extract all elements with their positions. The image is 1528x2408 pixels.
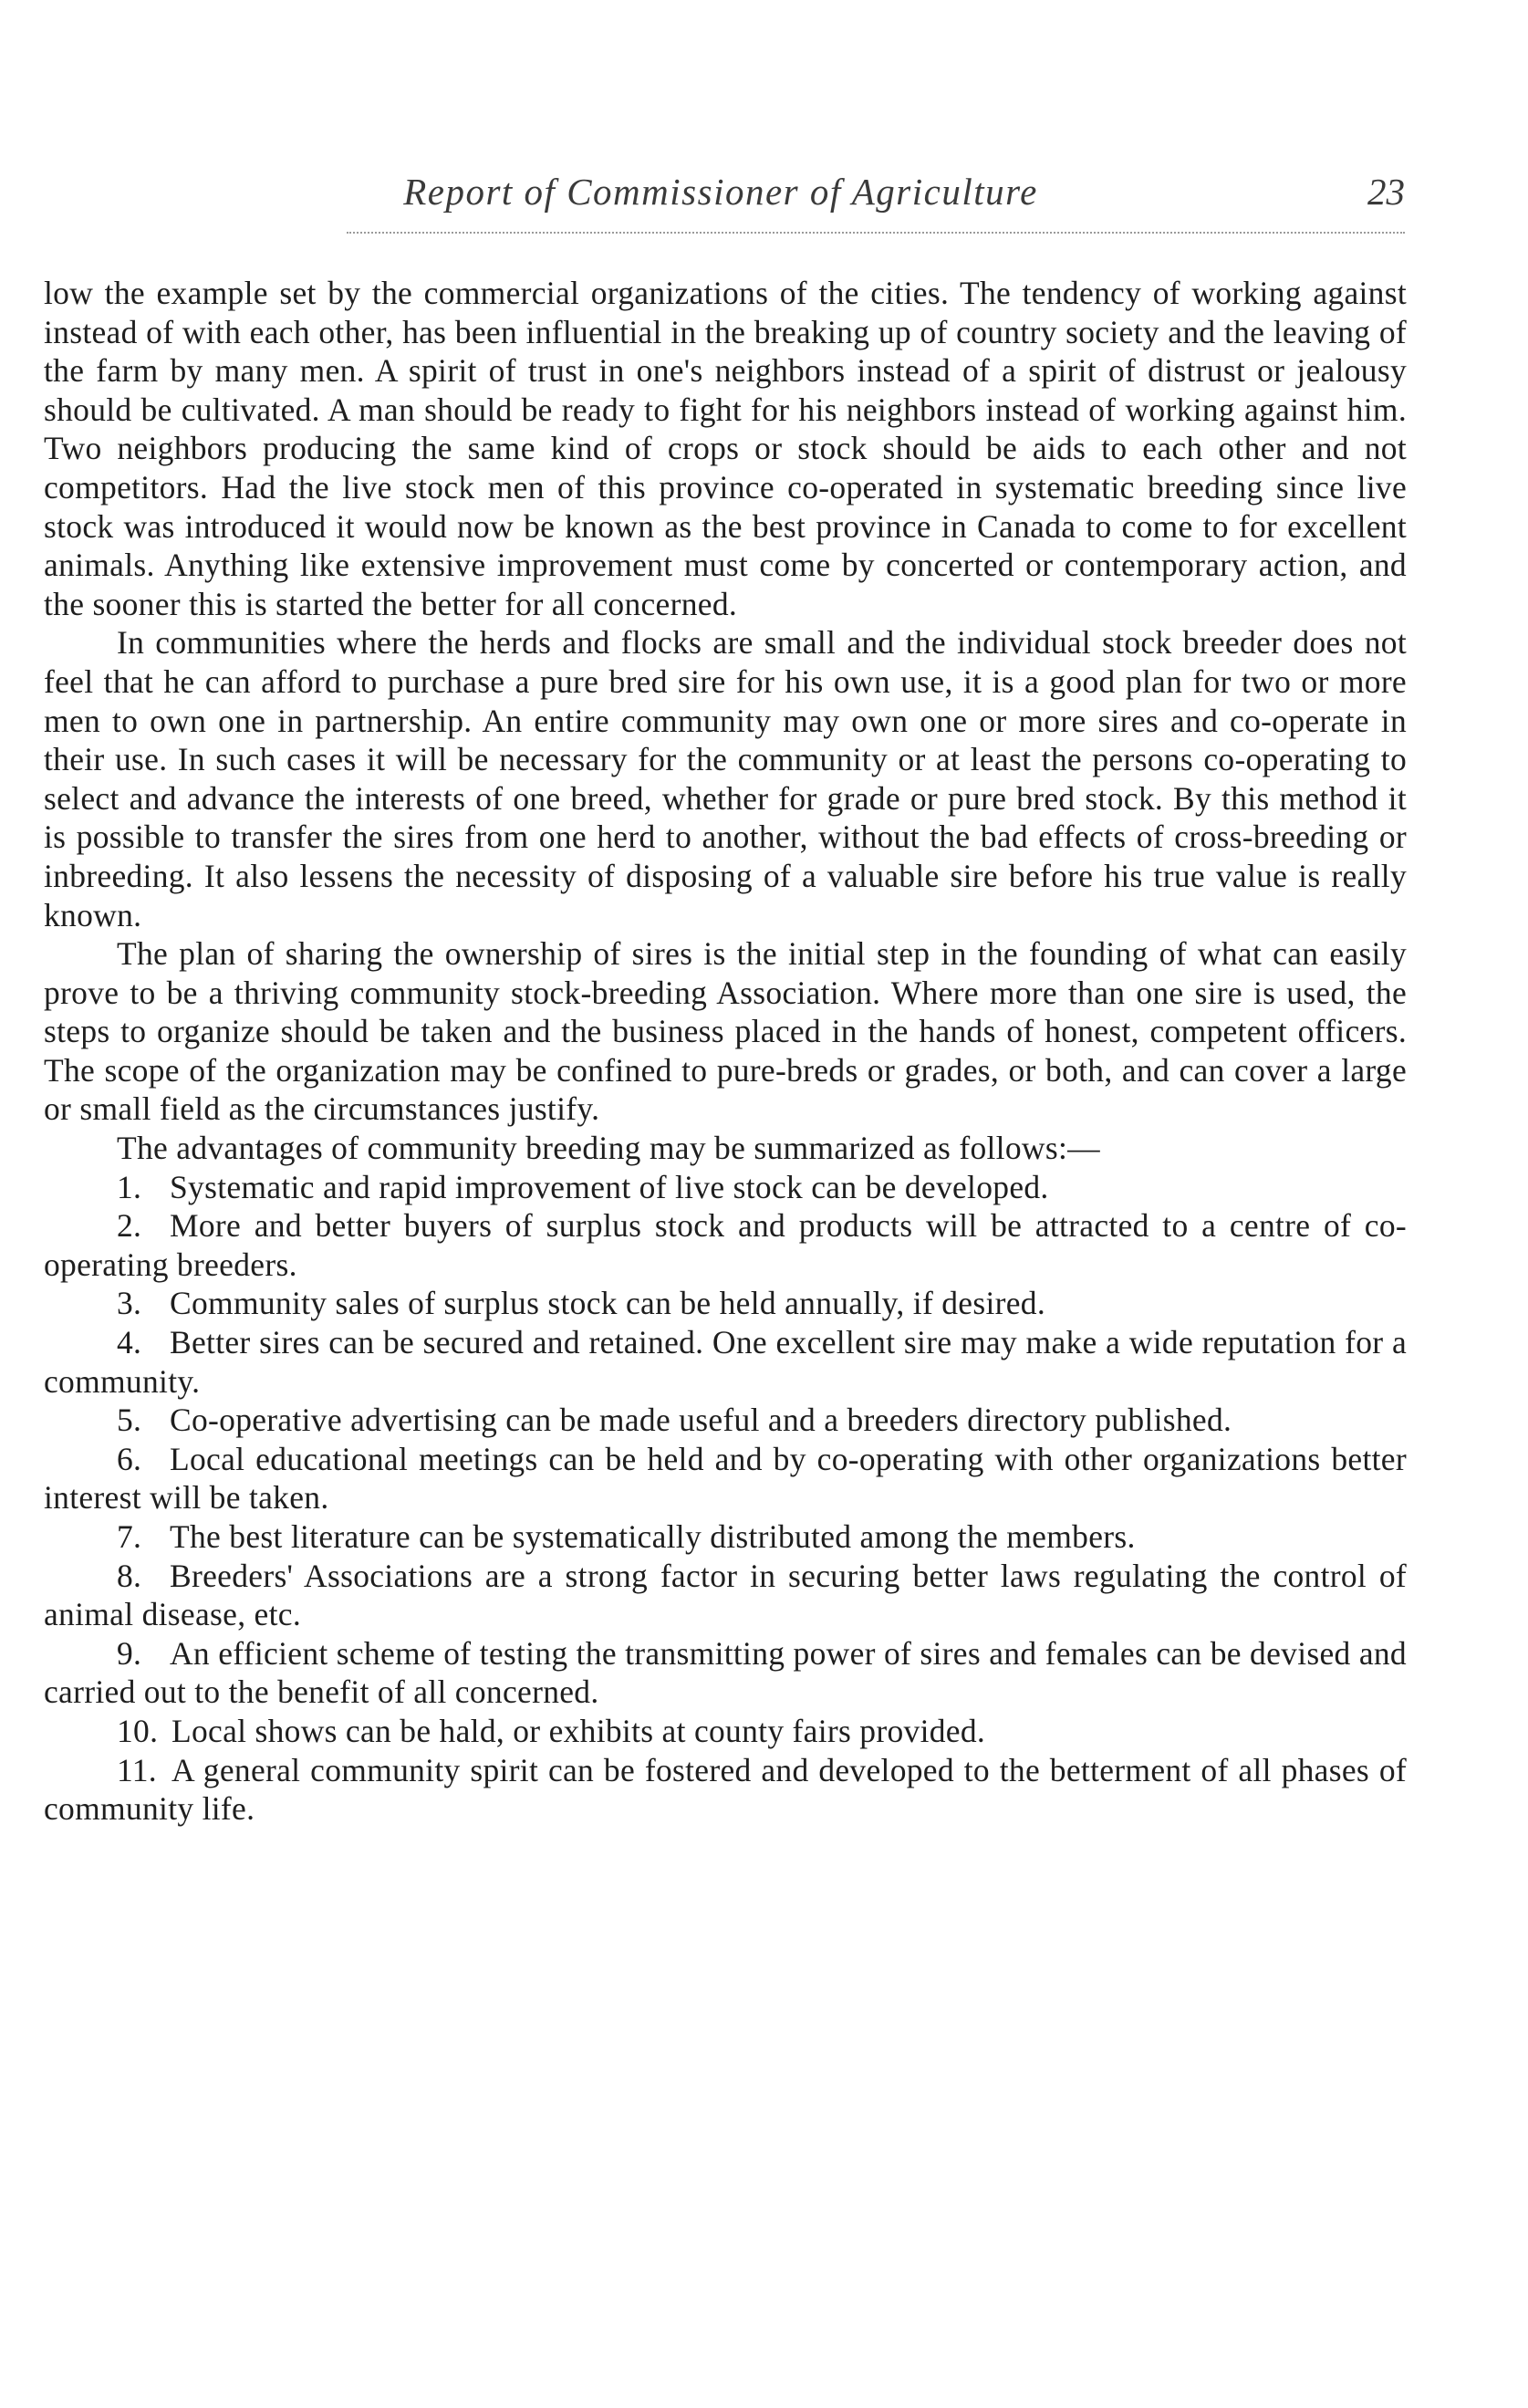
list-item-text: Local educational meetings can be held and by co-operating with other organizations better interest will be taken.: [44, 1440, 1407, 1517]
list-item: [44, 1440, 1407, 1517]
list-item-number: 4.: [117, 1324, 142, 1361]
list-item: [44, 1168, 1407, 1207]
list-item-number: 7.: [117, 1518, 142, 1555]
body-text: [44, 274, 1407, 1829]
paragraph-advantages-intro: The advantages of community breeding may be summarized as follows:—: [117, 1130, 1100, 1167]
list-item-text: Better sires can be secured and retained. One excellent sire may make a wide reputation for a community.: [44, 1324, 1407, 1400]
list-item-number: 11.: [117, 1751, 157, 1788]
list-item: [44, 1751, 1407, 1829]
page-number: 23: [1367, 171, 1405, 213]
list-item: [44, 1323, 1407, 1401]
list-item: [44, 1517, 1407, 1557]
paragraph-association: The plan of sharing the ownership of sires is the initial step in the founding of what can easily prove to be a thriving community stock-breeding Association. Where more than one sire is used, the steps to organize should be taken and the business placed in the hands of honest, competent officers. The scope of the organization may be confined to pure-breds or grades, or both, and can cover a large or small field as the circumstances justify.: [44, 935, 1407, 1128]
list-item: [44, 1206, 1407, 1284]
running-head: [36, 170, 1405, 224]
list-item-text: Co-operative advertising can be made useful and a breeders directory published.: [170, 1402, 1232, 1439]
list-item-number: 10.: [117, 1712, 159, 1749]
list-item: [44, 1712, 1407, 1751]
list-item-text: Community sales of surplus stock can be held annually, if desired.: [170, 1285, 1046, 1322]
list-item-number: 1.: [117, 1168, 142, 1205]
list-item-number: 5.: [117, 1402, 142, 1439]
advantages-list: [44, 1168, 1407, 1829]
list-item-text: An efficient scheme of testing the transmitting power of sires and females can be devised and carried out to the benefit of all concerned.: [44, 1634, 1407, 1711]
list-item-text: Local shows can be hald, or exhibits at county fairs provided.: [172, 1712, 986, 1749]
paragraph-partnership: In communities where the herds and flocks are small and the individual stock breeder does not feel that he can afford to purchase a pure bred sire for his own use, it is a good plan for two or more men to own one in partnership. An entire community may own one or more sires and co-operate in their use. In such cases it will be necessary for the community or at least the persons co-operating to select and advance the interests of one breed, whether for grade or pure bred stock. By this method it is possible to transfer the sires from one herd to another, without the bad effects of cross-breeding or inbreeding. It also lessens the necessity of disposing of a valuable sire before his true value is really known.: [44, 624, 1407, 933]
list-item-text: A general community spirit can be fostered and developed to the betterment of all phases of community life.: [44, 1751, 1407, 1828]
list-item-number: 8.: [117, 1557, 142, 1594]
list-item: [44, 1634, 1407, 1712]
paragraph-continuation: low the example set by the commercial organizations of the cities. The tendency of working against instead of with each other, has been influential in the breaking up of country society and the leaving of the farm by many men. A spirit of trust in one's neighbors instead of a spirit of distrust or jealousy should be cultivated. A man should be ready to fight for his neighbors instead of working against him. Two neighbors producing the same kind of crops or stock should be aids to each other and not competitors. Had the live stock men of this province co-operated in systematic breeding since live stock was introduced it would now be known as the best province in Canada to come to for excellent animals. Anything like extensive improvement must come by concerted or contemporary action, and the sooner this is started the better for all concerned.: [44, 275, 1407, 622]
list-item: [44, 1284, 1407, 1323]
list-item-number: 2.: [117, 1207, 142, 1245]
running-title: Report of Commissioner of Agriculture: [403, 171, 1038, 213]
list-item-number: 3.: [117, 1285, 142, 1322]
list-item: [44, 1401, 1407, 1440]
list-item-text: Systematic and rapid improvement of live stock can be developed.: [170, 1168, 1049, 1205]
list-item: [44, 1557, 1407, 1634]
list-item-text: The best literature can be systematically distributed among the members.: [170, 1518, 1136, 1555]
list-item-text: Breeders' Associations are a strong factor in securing better laws regulating the control of animal disease, etc.: [44, 1557, 1407, 1633]
list-item-text: More and better buyers of surplus stock and products will be attracted to a centre of co-operating breeders.: [44, 1207, 1407, 1283]
header-rule: [347, 232, 1405, 234]
list-item-number: 6.: [117, 1440, 142, 1477]
list-item-number: 9.: [117, 1634, 142, 1672]
